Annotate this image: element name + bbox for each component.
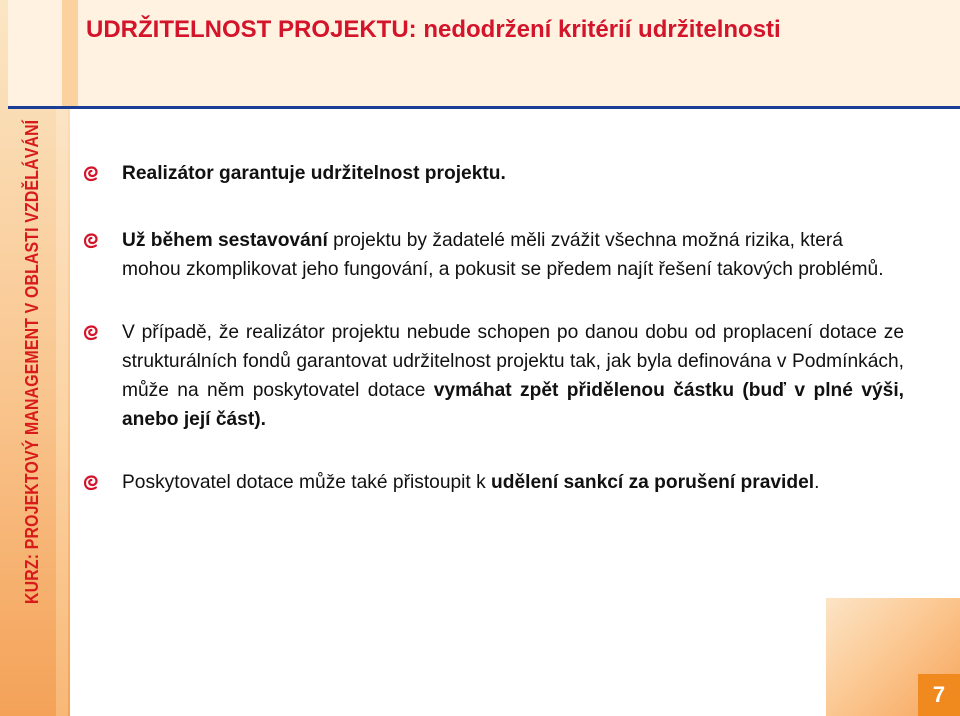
slide-title: UDRŽITELNOST PROJEKTU: nedodržení kritérií udržitelnosti	[86, 16, 781, 43]
bullet-segment: Poskytovatel dotace může také přistoupit k	[122, 472, 492, 493]
bullet-item	[84, 226, 904, 284]
bullet-segment: projektu by žadatelé měli zvážit všechna možná rizika, která mohou zkomplikovat jeho fungování, a pokusit se předem najít řešení takových problémů.	[122, 230, 884, 280]
bullet-item	[84, 159, 904, 188]
bullet-segment: Realizátor garantuje udržitelnost projektu.	[122, 163, 506, 184]
bullet-segment: V případě, že realizátor projektu nebude schopen po danou dobu od proplacení dotace ze strukturálních fondů garantovat udržitelnost projektu tak, jak byla definována v Podmínkách, může na něm poskytovatel dotace	[122, 322, 904, 401]
bullet-segment: .	[814, 472, 820, 493]
bullet-text	[122, 230, 884, 280]
bullet-segment: Už během sestavování	[122, 230, 328, 251]
bullet-item	[84, 468, 904, 497]
bullet-list	[84, 159, 904, 497]
swirl-bullet-icon	[84, 475, 98, 491]
bullet-text	[122, 322, 904, 430]
swirl-bullet-icon	[84, 325, 98, 341]
header-accent	[62, 0, 78, 106]
page-number: 7	[932, 682, 946, 707]
bullet-segment: vymáhat zpět přidělenou částku (buď v plné výši, anebo její část).	[122, 380, 904, 430]
swirl-bullet-icon	[84, 166, 98, 182]
bullet-item	[84, 318, 904, 434]
swirl-bullet-icon	[84, 233, 98, 249]
course-caption: KURZ: PROJEKTOVÝ MANAGEMENT V OBLASTI VZDĚLÁVÁNÍ	[22, 119, 42, 604]
bullet-text	[122, 472, 819, 493]
bullet-text	[122, 163, 506, 184]
bullet-segment: udělení sankcí za porušení pravidel	[491, 472, 815, 493]
